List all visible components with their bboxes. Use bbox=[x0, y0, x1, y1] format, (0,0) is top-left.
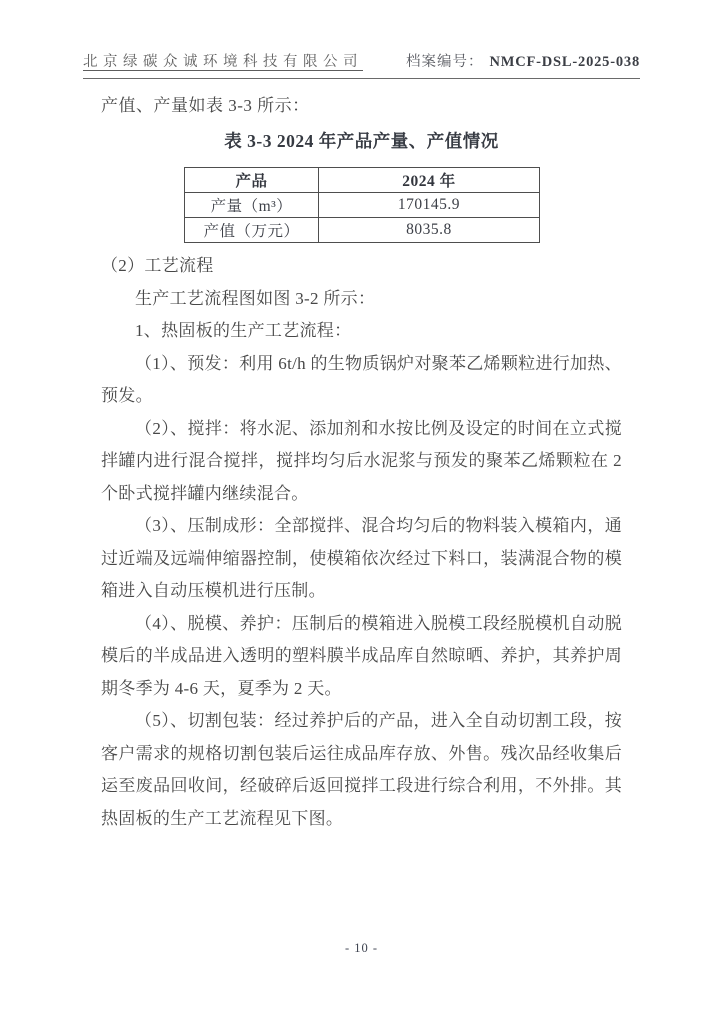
column-header-product: 产品 bbox=[184, 168, 319, 193]
intro-line: 产值、产量如表 3-3 所示： bbox=[101, 96, 310, 115]
row-value-value: 8035.8 bbox=[319, 218, 539, 243]
row-value-output: 170145.9 bbox=[319, 193, 539, 218]
paragraph-board-flow-heading: 1、热固板的生产工艺流程： bbox=[135, 321, 352, 340]
paragraph-step-2-mixing: （2）、搅拌：将水泥、添加剂和水按比例及设定的时间在立式搅拌罐内进行混合搅拌，搅拌均匀后水泥浆与预发的聚苯乙烯颗粒在 2 个卧式搅拌罐内继续混合。 bbox=[101, 418, 622, 503]
archive-number-group bbox=[406, 50, 640, 71]
row-label-value: 产值（万元） bbox=[184, 218, 319, 243]
page-content bbox=[101, 94, 622, 835]
paragraph-flow-intro: 生产工艺流程图如图 3-2 所示： bbox=[135, 288, 376, 308]
column-header-year: 2024 年 bbox=[319, 168, 539, 193]
table-title: 表 3-3 2024 年产品产量、产值情况 bbox=[224, 131, 499, 151]
paragraph-step-1-prefoaming: （1）、预发：利用 6t/h 的生物质锅炉对聚苯乙烯颗粒进行加热、预发。 bbox=[101, 353, 622, 405]
paragraph-process-heading: （2）工艺流程 bbox=[101, 256, 214, 275]
archive-number-value: NMCF-DSL-2025-038 bbox=[489, 54, 640, 70]
table-header-row bbox=[184, 168, 539, 193]
archive-number-label: 档案编号： bbox=[405, 54, 484, 70]
table-row-output bbox=[184, 193, 539, 218]
body-paragraphs bbox=[101, 250, 622, 835]
production-table bbox=[184, 167, 540, 243]
page-number: - 10 - bbox=[344, 941, 379, 955]
company-name: 北京绿碳众诚环境科技有限公司 bbox=[83, 54, 363, 70]
page-header bbox=[83, 0, 640, 79]
page-footer bbox=[0, 941, 723, 956]
row-label-output: 产量（m³） bbox=[184, 193, 319, 218]
paragraph-step-3-pressing: （3）、压制成形：全部搅拌、混合均匀后的物料装入模箱内，通过近端及远端伸缩器控制，使模箱依次经过下料口，装满混合物的模箱进入自动压模机进行压制。 bbox=[101, 516, 622, 600]
paragraph-step-4-demoulding: （4）、脱模、养护：压制后的模箱进入脱模工段经脱模机自动脱模后的半成品进入透明的塑料膜半成品库自然晾晒、养护，其养护周期冬季为 4-6 天，夏季为 2 天。 bbox=[101, 613, 622, 698]
paragraph-step-5-cutting: （5）、切割包装：经过养护后的产品，进入全自动切割工段，按客户需求的规格切割包装后运往成品库存放、外售。残次品经收集后运至废品回收间，经破碎后返回搅拌工段进行综合利用，不外排。其热固板的生产工艺流程见下图。 bbox=[101, 711, 622, 828]
table-row-value bbox=[184, 218, 539, 243]
